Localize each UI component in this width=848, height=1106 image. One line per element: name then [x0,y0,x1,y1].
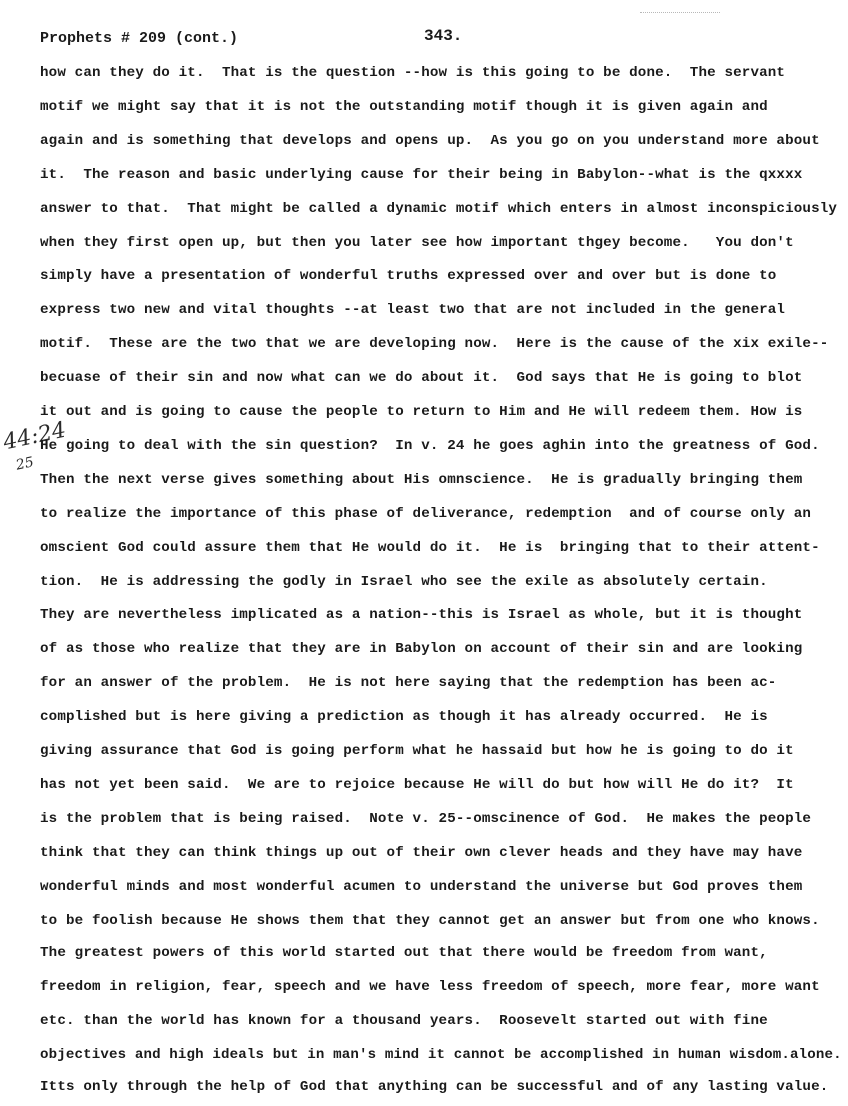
text-line: for an answer of the problem. He is not here saying that the redemption has been ac- [40,675,777,691]
text-line: freedom in religion, fear, speech and we have less freedom of speech, more fear, more want [40,979,820,995]
text-line: giving assurance that God is going perform what he hassaid but how he is going to do it [40,743,794,759]
text-line: simply have a presentation of wonderful truths expressed over and over but is done to [40,268,777,284]
text-line: becuase of their sin and now what can we do about it. God says that He is going to blot [40,370,803,386]
text-line: to realize the importance of this phase of deliverance, redemption and of course only an [40,506,812,522]
text-line: complished but is here giving a prediction as though it has already occurred. He is [40,709,768,725]
text-line: express two new and vital thoughts --at least two that are not included in the general [40,302,786,318]
text-line: it out and is going to cause the people to return to Him and He will redeem them. How is [40,404,803,420]
text-line: answer to that. That might be called a dynamic motif which enters in almost inconspiciously [40,201,838,217]
text-line: to be foolish because He shows them that they cannot get an answer but from one who knows. [40,913,820,929]
handwritten-verse-note: 44:24 [1,417,69,456]
text-line: objectives and high ideals but in man's mind it cannot be accomplished in human wisdom.alone. [40,1047,842,1063]
text-line: They are nevertheless implicated as a nation--this is Israel as whole, but it is thought [40,607,803,623]
text-line: Then the next verse gives something about His omnscience. He is gradually bringing them [40,472,803,488]
text-line: etc. than the world has known for a thousand years. Roosevelt started out with fine [40,1013,768,1029]
text-line: how can they do it. That is the question --how is this going to be done. The servant [40,65,786,81]
page-number: 343. [424,27,463,45]
text-line: when they first open up, but then you later see how important thgey become. You don't [40,235,794,251]
text-line: wonderful minds and most wonderful acumen to understand the universe but God proves them [40,879,803,895]
handwritten-verse-note-2: 25 [14,454,36,474]
text-line: has not yet been said. We are to rejoice because He will do but how will He do it? It [40,777,794,793]
text-line: omscient God could assure them that He would do it. He is bringing that to their attent- [40,540,820,556]
text-line: again and is something that develops and opens up. As you go on you understand more about [40,133,820,149]
text-line: of as those who realize that they are in Babylon on account of their sin and are looking [40,641,803,657]
text-line: it. The reason and basic underlying cause for their being in Babylon--what is the qxxxx [40,167,803,183]
text-line: He going to deal with the sin question? In v. 24 he goes aghin into the greatness of God. [40,438,820,454]
text-line: The greatest powers of this world started out that there would be freedom from want, [40,945,768,961]
page-header-title: Prophets # 209 (cont.) [40,30,239,47]
text-line: think that they can think things up out of their own clever heads and they have may have [40,845,803,861]
text-line: Itts only through the help of God that anything can be successful and of any lasting value. [40,1079,829,1095]
text-line: tion. He is addressing the godly in Israel who see the exile as absolutely certain. [40,574,768,590]
text-line: motif. These are the two that we are developing now. Here is the cause of the xix exile-- [40,336,829,352]
text-line: motif we might say that it is not the outstanding motif though it is given again and [40,99,768,115]
text-line: is the problem that is being raised. Note v. 25--omscinence of God. He makes the people [40,811,812,827]
